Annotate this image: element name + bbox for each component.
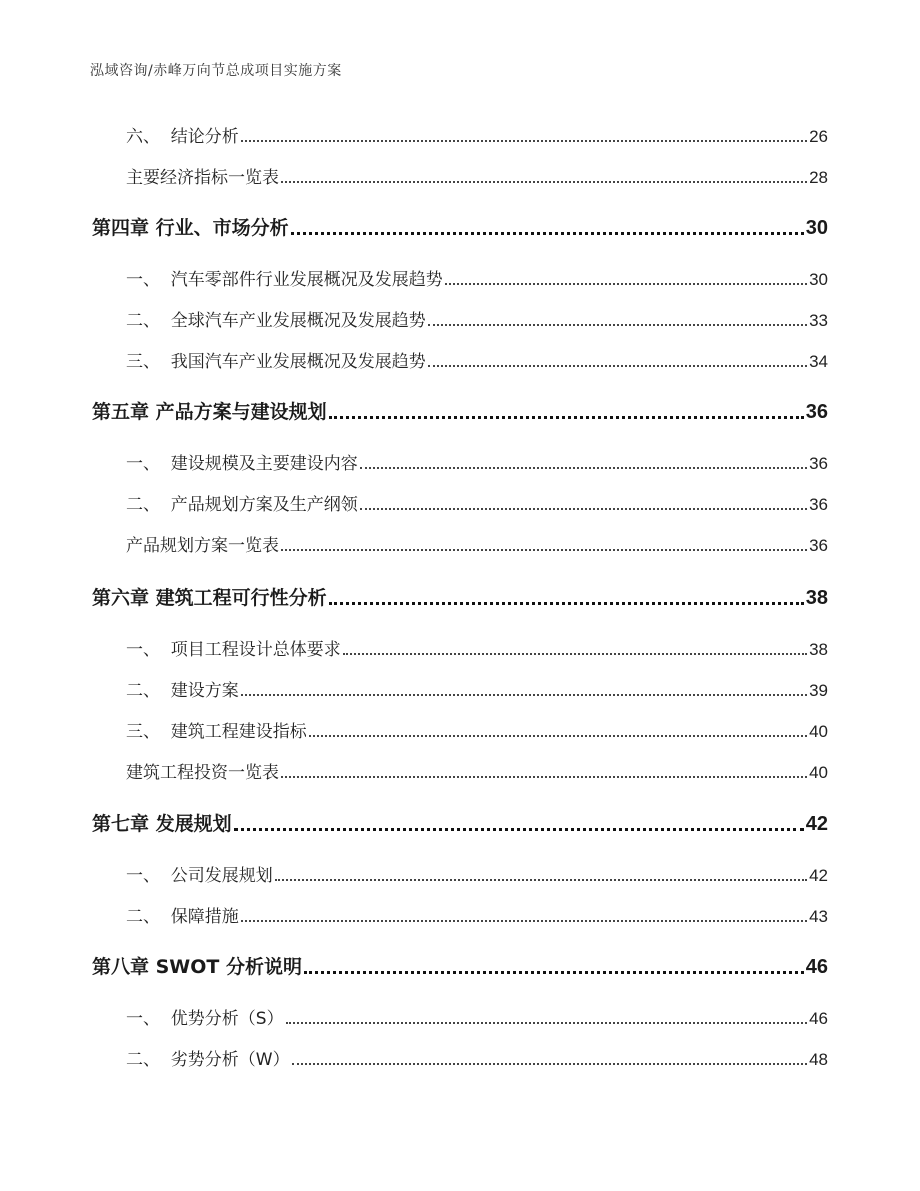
running-header: 泓域咨询/赤峰万向节总成项目实施方案 (90, 63, 342, 79)
dot-leader (445, 282, 807, 285)
toc-entry-title: 三、 建筑工程建设指标 (126, 722, 307, 742)
dot-leader (360, 507, 807, 510)
toc-entry[interactable] (126, 758, 828, 783)
toc-entry-page: 36 (809, 536, 828, 555)
toc-entry-page: 39 (809, 681, 828, 700)
toc-entry[interactable] (126, 265, 828, 290)
toc-entry-title: 二、 劣势分析（W） (126, 1050, 290, 1070)
toc-chapter-page: 38 (805, 587, 828, 609)
toc-entry-title: 一、 项目工程设计总体要求 (126, 640, 341, 660)
toc-entry-title: 二、 建设方案 (126, 681, 239, 701)
toc-entry-title: 一、 优势分析（S） (126, 1009, 284, 1029)
toc-chapter-title: 第五章 产品方案与建设规划 (92, 401, 327, 423)
dot-leader (428, 364, 807, 367)
toc-entry[interactable] (126, 676, 828, 701)
toc-entry-title: 一、 公司发展规划 (126, 866, 273, 886)
toc-entry-title: 三、 我国汽车产业发展概况及发展趋势 (126, 352, 426, 372)
toc-chapter[interactable] (92, 952, 828, 979)
toc-entry[interactable] (126, 163, 828, 188)
toc-entry-page: 42 (809, 866, 828, 885)
toc-entry[interactable] (126, 861, 828, 886)
toc-chapter-title: 第六章 建筑工程可行性分析 (92, 587, 327, 609)
dot-leader (329, 415, 804, 419)
toc-entry-page: 38 (809, 640, 828, 659)
toc-entry[interactable] (126, 449, 828, 474)
toc-chapter-title: 第七章 发展规划 (92, 813, 232, 835)
toc-entry-title: 建筑工程投资一览表 (126, 763, 279, 783)
toc-entry-page: 43 (809, 907, 828, 926)
dot-leader (304, 970, 804, 974)
toc-entry[interactable] (126, 635, 828, 660)
dot-leader (281, 180, 807, 183)
dot-leader (275, 878, 807, 881)
dot-leader (428, 323, 807, 326)
toc-entry-page: 28 (809, 168, 828, 187)
toc-entry[interactable] (126, 1045, 828, 1070)
toc-entry[interactable] (126, 347, 828, 372)
toc-entry-page: 26 (809, 127, 828, 146)
toc-entry-page: 30 (809, 270, 828, 289)
dot-leader (309, 734, 807, 737)
toc-entry-page: 33 (809, 311, 828, 330)
toc-entry[interactable] (126, 717, 828, 742)
toc-chapter[interactable] (92, 583, 828, 610)
toc-entry-page: 40 (809, 763, 828, 782)
toc-entry-page: 40 (809, 722, 828, 741)
dot-leader (360, 466, 807, 469)
toc-chapter-page: 46 (805, 956, 828, 978)
toc-entry-page: 48 (809, 1050, 828, 1069)
toc-entry[interactable] (126, 490, 828, 515)
toc-chapter-title: 第四章 行业、市场分析 (92, 217, 289, 239)
toc-entry-title: 二、 保障措施 (126, 907, 239, 927)
toc-chapter[interactable] (92, 809, 828, 836)
dot-leader (234, 827, 804, 831)
dot-leader (281, 775, 807, 778)
dot-leader (292, 1062, 807, 1065)
toc-entry[interactable] (126, 122, 828, 147)
toc-entry-title: 主要经济指标一览表 (126, 168, 279, 188)
toc-entry-page: 36 (809, 495, 828, 514)
dot-leader (281, 548, 807, 551)
dot-leader (329, 601, 804, 605)
dot-leader (241, 919, 807, 922)
dot-leader (291, 231, 804, 235)
toc-entry-page: 34 (809, 352, 828, 371)
toc-chapter-title: 第八章 SWOT 分析说明 (92, 956, 302, 978)
toc-entry-title: 一、 汽车零部件行业发展概况及发展趋势 (126, 270, 443, 290)
toc-chapter-page: 36 (805, 401, 828, 423)
toc-entry-title: 一、 建设规模及主要建设内容 (126, 454, 358, 474)
toc-entry-page: 46 (809, 1009, 828, 1028)
dot-leader (241, 693, 807, 696)
toc-chapter[interactable] (92, 213, 828, 240)
dot-leader (286, 1021, 807, 1024)
dot-leader (343, 652, 807, 655)
toc-entry-page: 36 (809, 454, 828, 473)
toc-entry[interactable] (126, 531, 828, 556)
toc-chapter[interactable] (92, 397, 828, 424)
toc-entry[interactable] (126, 306, 828, 331)
dot-leader (241, 139, 807, 142)
toc-entry-title: 二、 产品规划方案及生产纲领 (126, 495, 358, 515)
toc-chapter-page: 42 (805, 813, 828, 835)
toc-entry-title: 产品规划方案一览表 (126, 536, 279, 556)
toc-entry[interactable] (126, 1004, 828, 1029)
toc-entry[interactable] (126, 902, 828, 927)
toc-chapter-page: 30 (805, 217, 828, 239)
toc-entry-title: 二、 全球汽车产业发展概况及发展趋势 (126, 311, 426, 331)
toc-entry-title: 六、 结论分析 (126, 127, 239, 147)
